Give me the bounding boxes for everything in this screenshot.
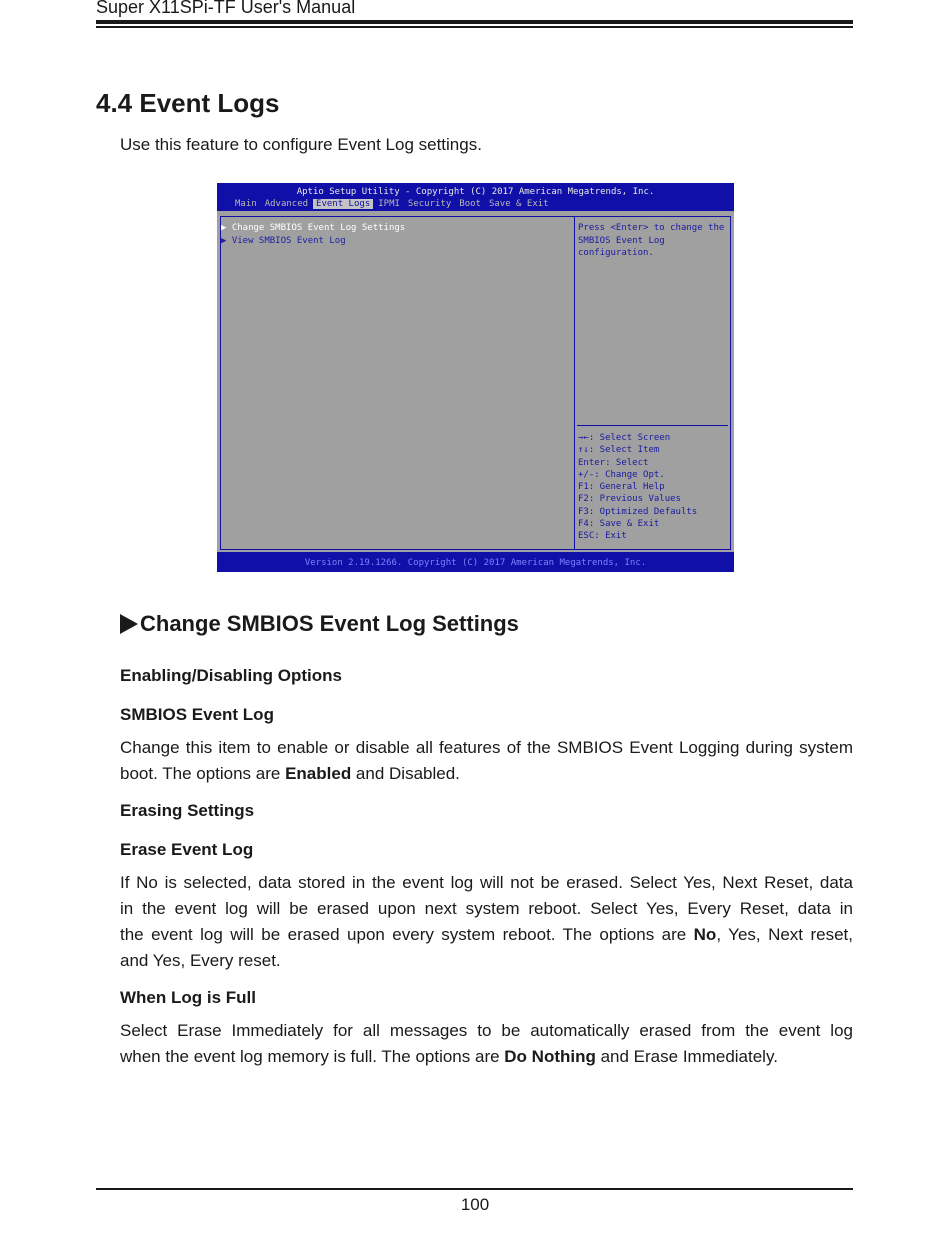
bios-key-line: Enter: Select [578,457,649,468]
text-run: and Disabled. [351,764,460,783]
heading-enabling-options: Enabling/Disabling Options [120,666,342,685]
subsection-title-text: Change SMBIOS Event Log Settings [140,611,519,636]
bios-tab-security[interactable]: Security [407,199,452,209]
text-run: boot. The options are [120,764,286,783]
text-run: , Yes, Next reset, [716,925,853,944]
text-line [120,922,853,948]
bios-item-change-smbios-settings[interactable]: ▶ Change SMBIOS Event Log Settings [221,223,406,233]
bios-key-line: F1: General Help [578,482,665,493]
heading-log-full: When Log is Full [120,988,256,1007]
text-line [120,761,853,787]
bios-help-divider [577,425,728,426]
bios-key-line: ESC: Exit [578,531,627,542]
bios-tab-ipmi[interactable]: IPMI [378,199,400,209]
bios-tabs [235,199,557,209]
bios-tab-boot[interactable]: Boot [459,199,481,209]
bios-key-legend [578,432,697,543]
bios-menu [221,222,405,247]
bios-tab-main[interactable]: Main [235,199,257,209]
bios-key-line: F2: Previous Values [578,494,681,505]
bios-key-line: F4: Save & Exit [578,519,660,530]
bios-key-line: F3: Optimized Defaults [578,506,698,517]
heading-smbios-event-log: SMBIOS Event Log [120,705,274,724]
paragraph-smbios [120,735,853,787]
header-rule-thin [96,26,853,28]
bios-item-view-smbios-log[interactable]: ▶ View SMBIOS Event Log [221,235,346,246]
text-bold: No [693,925,717,944]
text-line: If No is selected, data stored in the event log will not be erased. Select Yes, Next Reset, data [120,873,853,892]
bios-help-text [578,222,730,260]
page-number: 100 [460,1195,490,1214]
bios-footer: Version 2.19.1266. Copyright (C) 2017 American Megatrends, Inc. [304,558,647,568]
text-bold: Enabled [285,764,352,783]
text-run: the event log will be erased upon every system reboot. The options are [120,925,694,944]
section-title: 4.4 Event Logs [96,88,280,118]
heading-erase-event-log: Erase Event Log [120,840,254,859]
bios-body [217,211,734,552]
bios-screenshot [217,183,734,572]
bios-title: Aptio Setup Utility - Copyright (C) 2017 American Megatrends, Inc. [296,187,655,197]
bios-help-line: Press <Enter> to change the [578,223,725,233]
text-line [120,1044,853,1070]
footer-rule [96,1188,853,1190]
bios-tab-event-logs[interactable]: Event Logs [313,199,373,209]
text-line: Change this item to enable or disable all features of the SMBIOS Event Logging during system [120,738,853,757]
text-line: Select Erase Immediately for all messages to be automatically erased from the event log [120,1021,853,1040]
paragraph-erase [120,870,853,974]
text-line: in the event log will be erased upon next system reboot. Select Yes, Every Reset, data in [120,899,853,918]
paragraph-log-full [120,1018,853,1070]
heading-erasing-settings: Erasing Settings [120,801,255,820]
subsection-title [120,611,519,637]
bios-help-line: SMBIOS Event Log [578,235,665,246]
text-line: and Yes, Every reset. [120,951,281,970]
bios-tab-save-exit[interactable]: Save & Exit [488,199,549,209]
bios-divider [574,216,575,550]
bios-key-line: +/-: Change Opt. [578,469,665,480]
triangle-bullet-icon [120,614,138,634]
text-run: and Erase Immediately. [595,1047,778,1066]
bios-key-line: →←: Select Screen [578,433,671,443]
text-bold: Do Nothing [504,1047,596,1066]
bios-key-line: ↑↓: Select Item [578,445,660,456]
header-title: Super X11SPi-TF User's Manual [96,0,356,17]
bios-help-line: configuration. [578,248,654,258]
text-run: when the event log memory is full. The options are [120,1047,505,1066]
section-intro: Use this feature to configure Event Log settings. [120,135,482,154]
header-rule [96,20,853,24]
bios-tab-advanced[interactable]: Advanced [264,199,309,209]
